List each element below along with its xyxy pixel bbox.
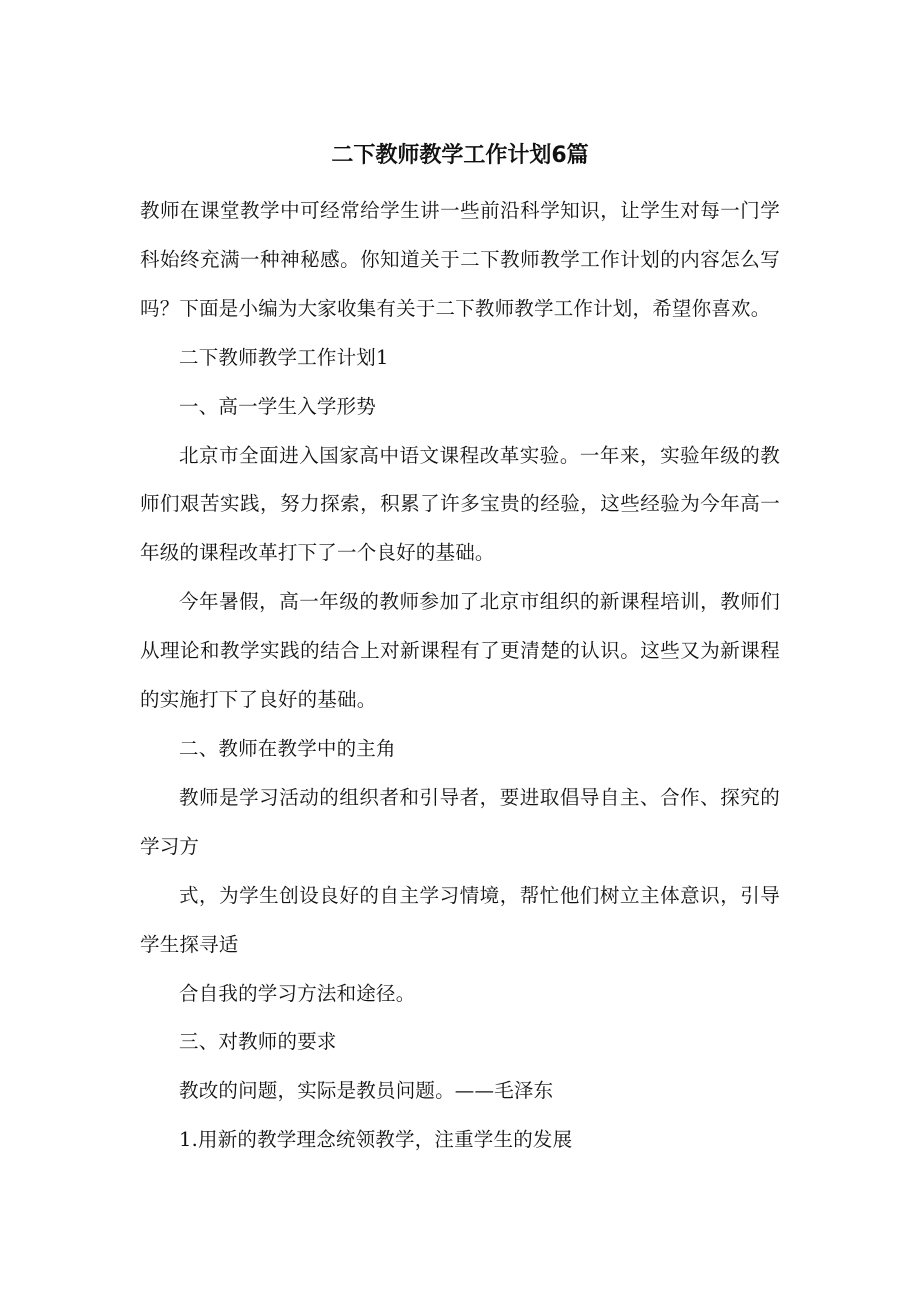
- plan-heading: 二下教师教学工作计划1: [179, 345, 389, 369]
- section2-paragraph-3: 合自我的学习方法和途径。: [179, 981, 416, 1005]
- section2-heading: 二、教师在教学中的主角: [179, 736, 396, 760]
- section3-heading: 三、对教师的要求: [179, 1030, 337, 1054]
- quote-paragraph: 教改的问题，实际是教员问题。——毛泽东: [179, 1079, 554, 1103]
- section1-paragraph-1: 北京市全面进入国家高中语文课程改革实验。一年来，实验年级的教师们艰苦实践，努力探索，积累了许多宝贵的经验，这些经验为今年高一年级的课程改革打下了一个良好的基础。: [140, 443, 780, 565]
- section2-paragraph-1: 教师是学习活动的组织者和引导者，要进取倡导自主、合作、探究的学习方: [140, 785, 780, 858]
- section2-paragraph-2: 式，为学生创设良好的自主学习情境，帮忙他们树立主体意识，引导学生探寻适: [140, 883, 780, 956]
- intro-paragraph: 教师在课堂教学中可经常给学生讲一些前沿科学知识，让学生对每一门学科始终充满一种神秘感。你知道关于二下教师教学工作计划的内容怎么写吗？下面是小编为大家收集有关于二下教师教学工作计划，希望你喜欢。: [140, 199, 780, 320]
- list-item-1: 1.用新的教学理念统领教学，注重学生的发展: [179, 1128, 573, 1152]
- document-body: [140, 187, 780, 1165]
- section1-heading: 一、高一学生入学形势: [179, 394, 377, 418]
- section1-paragraph-2: 今年暑假，高一年级的教师参加了北京市组织的新课程培训，教师们从理论和教学实践的结合上对新课程有了更清楚的认识。这些又为新课程的实施打下了良好的基础。: [140, 590, 780, 712]
- document-title: 二下教师教学工作计划6篇: [331, 143, 589, 168]
